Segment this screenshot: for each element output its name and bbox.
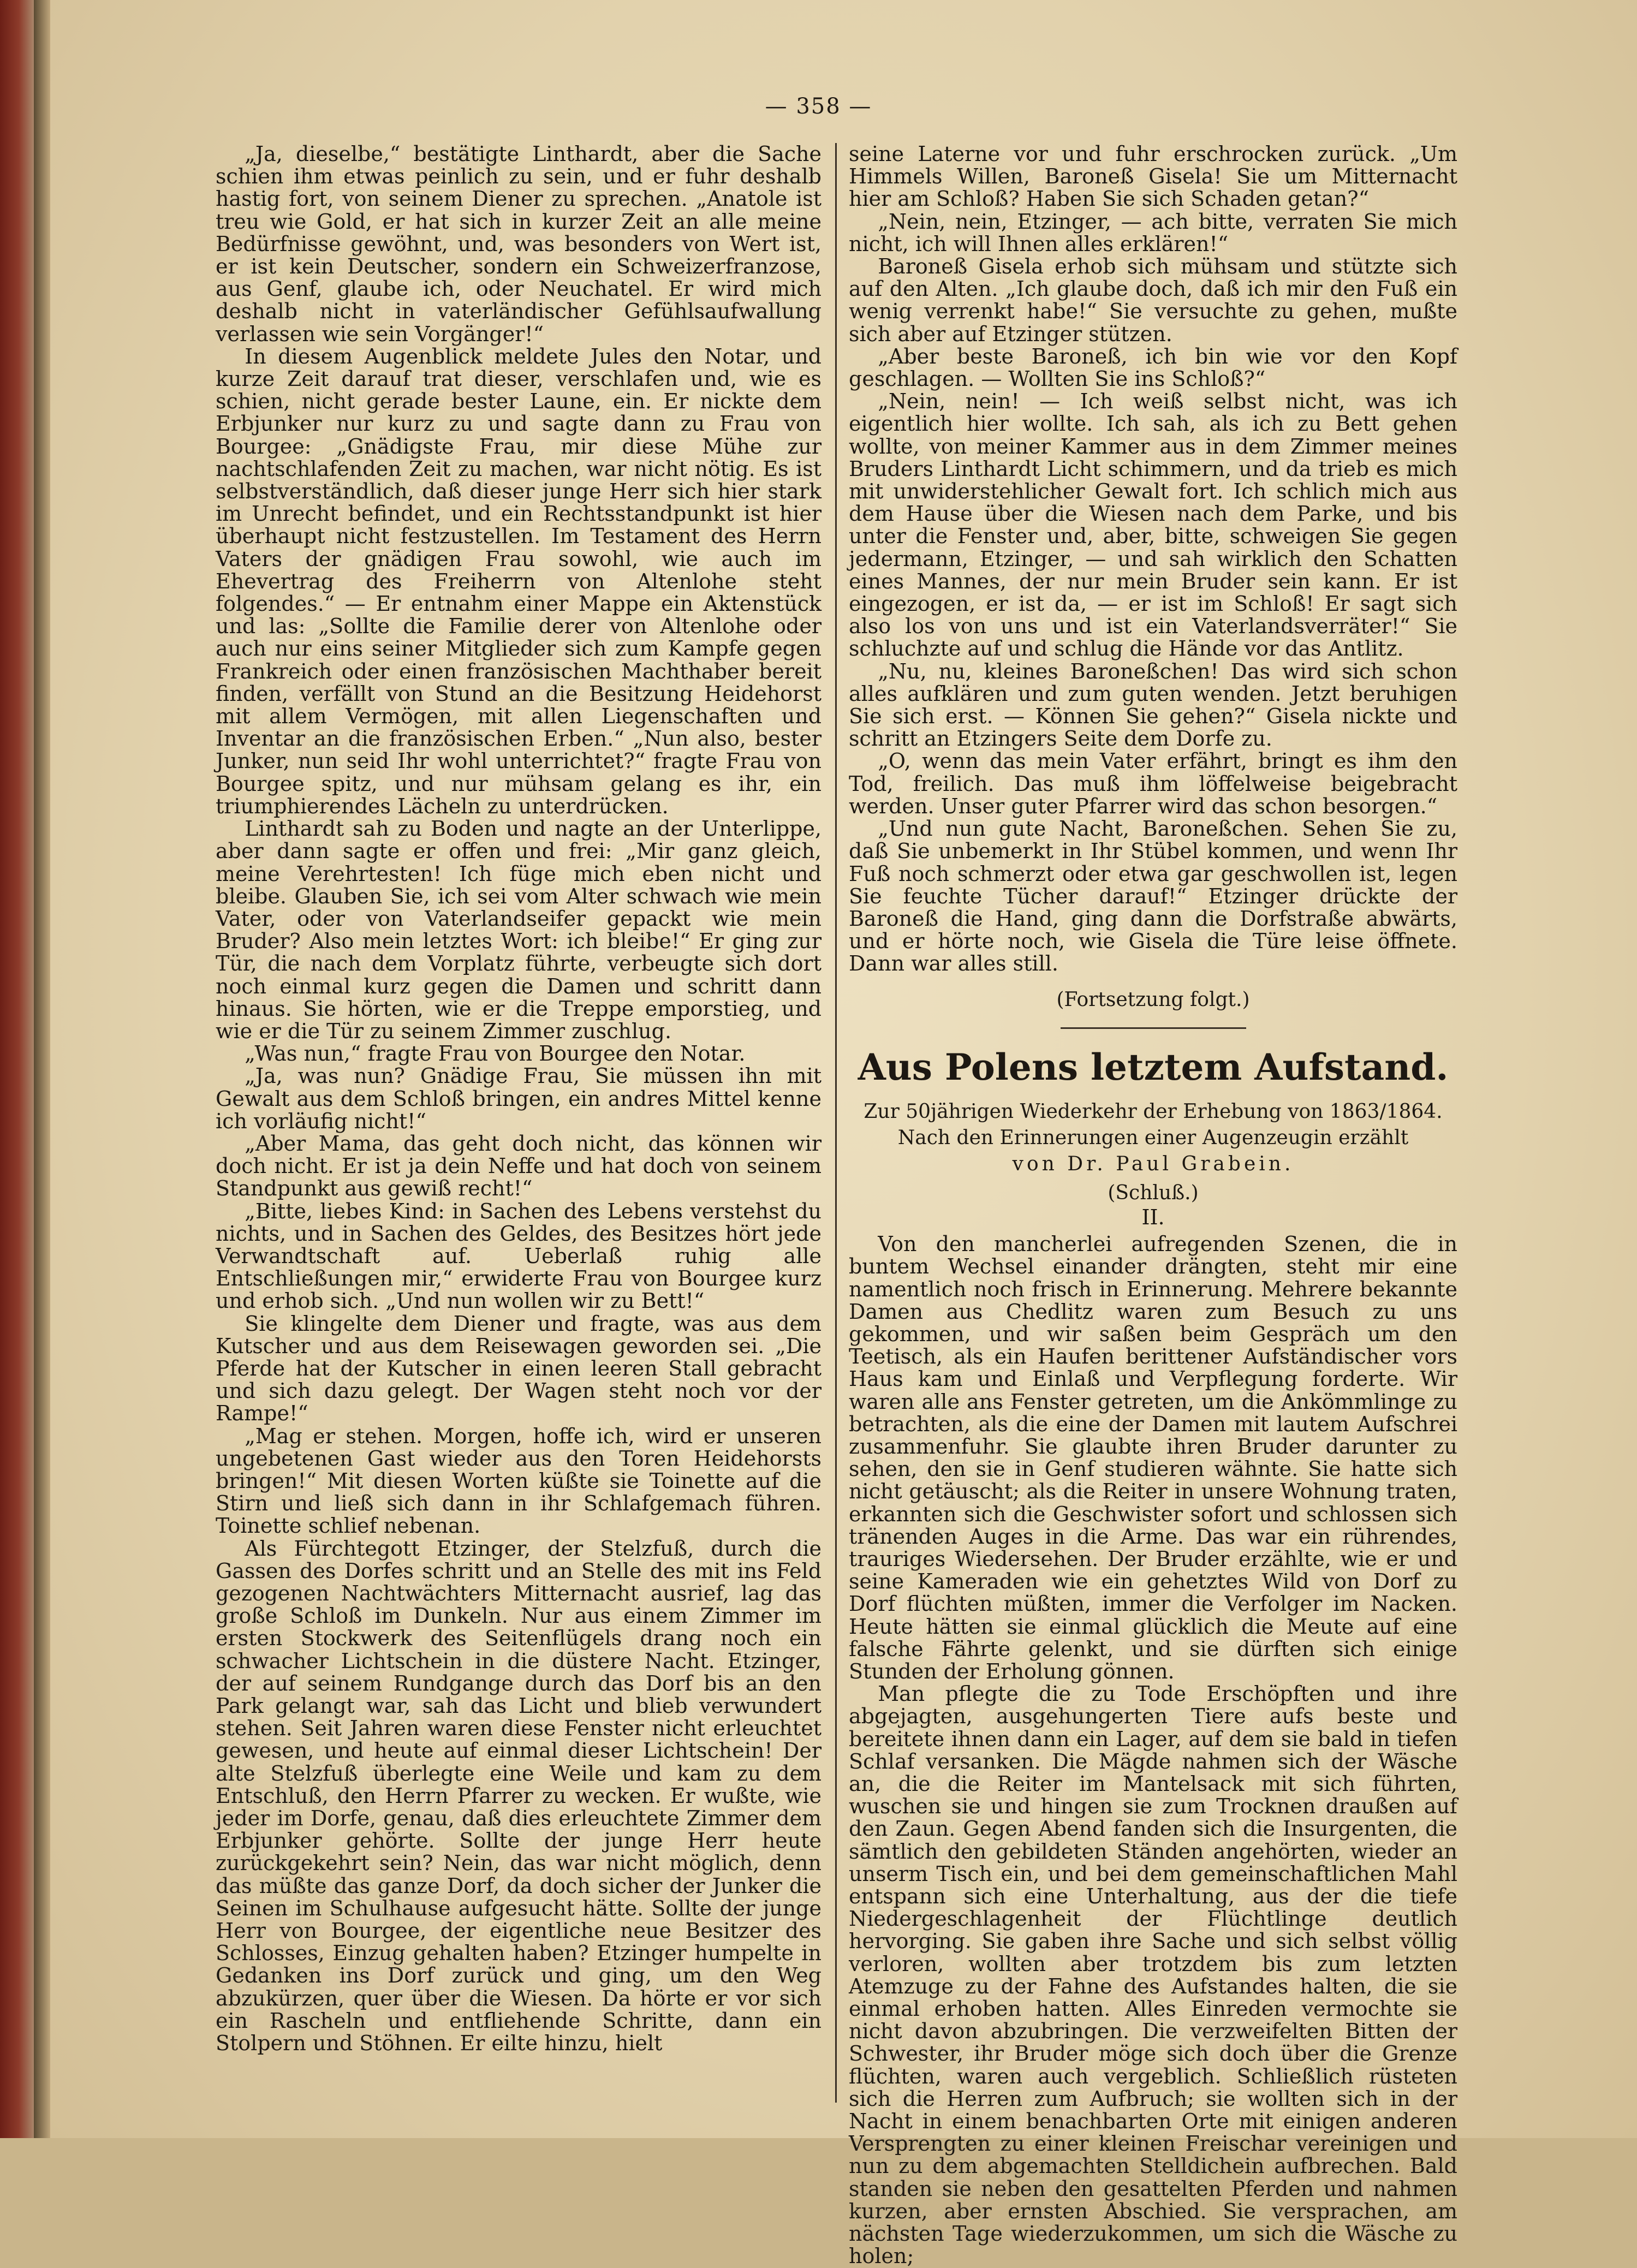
paragraph: „Nu, nu, kleines Baroneßchen! Das wird sich schon alles aufklären und zum guten wenden. Jetzt beruhigen Sie sich erst. — Können Sie gehen?“ Gisela nickte und schritt an Etzingers Seite dem Dorfe zu. [849, 659, 1457, 751]
paragraph: „Nein, nein, Etzinger, — ach bitte, verraten Sie mich nicht, ich will Ihnen alles erklären!“ [849, 209, 1457, 256]
article-title: Aus Polens letztem Aufstand. [858, 1045, 1449, 1088]
article-conclusion-label: (Schluß.) [1108, 1181, 1199, 1204]
paragraph: „Mag er stehen. Morgen, hoffe ich, wird er unseren ungebetenen Gast wieder aus den Toren Heidehorsts bringen!“ Mit diesen Worten küßte sie Toinette auf die Stirn und ließ sich dann in ihr Schlafgemach führen. Toinette schlief nebenan. [216, 1424, 822, 1538]
left-column [216, 143, 822, 2119]
page-number: — 358 — [765, 94, 872, 119]
paragraph: Baroneß Gisela erhob sich mühsam und stützte sich auf den Alten. „Ich glaube doch, daß ich mir den Fuß ein wenig verrenkt habe!“ Sie versuchte zu gehen, mußte sich aber auf Etzinger stützen. [849, 254, 1457, 346]
paragraph: Sie klingelte dem Diener und fragte, was aus dem Kutscher und aus dem Reisewagen geworden sei. „Die Pferde hat der Kutscher in einen leeren Stall gebracht und sich dazu gelegt. Der Wagen steht noch vor der Rampe!“ [216, 1311, 822, 1426]
paragraph: „Ja, dieselbe,“ bestätigte Linthardt, aber die Sache schien ihm etwas peinlich zu sein, und er fuhr deshalb hastig fort, von seinem Diener zu sprechen. „Anatole ist treu wie Gold, er hat sich in kurzer Zeit an alle meine Bedürfnisse gewöhnt, und, was besonders von Wert ist, er ist kein Deutscher, sondern ein Schweizerfranzose, aus Genf, glaube ich, oder Neuchatel. Er wird mich deshalb nicht in vaterländischer Gefühlsaufwallung verlassen wie sein Vorgänger!“ [216, 142, 822, 346]
book-binding [0, 0, 34, 2138]
paragraph: „Aber beste Baroneß, ich bin wie vor den Kopf geschlagen. — Wollten Sie ins Schloß?“ [849, 344, 1457, 391]
paragraph: Man pflegte die zu Tode Erschöpften und ihre abgejagten, ausgehungerten Tiere aufs beste und bereitete ihnen dann ein Lager, auf dem sie bald in tiefen Schlaf versanken. Die Mägde nahmen sich der Wäsche an, die die Reiter im Mantelsack mit sich führten, wuschen sie und hingen sie zum Trocknen draußen auf den Zaun. Gegen Abend fanden sich die Insurgenten, die sämtlich den gebildeten Ständen angehörten, wieder an unserm Tisch ein, und bei dem gemeinschaftlichen Mahl entspann sich eine Unterhaltung, aus der die tiefe Niedergeschlagenheit der Flüchtlinge deutlich hervorging. Sie gaben ihre Sache und sich selbst völlig verloren, wollten aber trotzdem bis zum letzten Atemzuge zu der Fahne des Aufstandes halten, die sie einmal erhoben hatten. Alles Einreden vermochte sie nicht davon abzubringen. Die verzweifelten Bitten der Schwester, ihr Bruder möge sich doch über die Grenze flüchten, waren auch vergeblich. Schließlich rüsteten sich die Herren zum Aufbruch; sie wollten sich in der Nacht in einem benachbarten Orte mit einigen anderen Versprengten zu einer kleinen Freischar vereinigen und nun zu dem abgemachten Stelldichein aufbrechen. Bald standen sie neben den gesattelten Pferden und nahmen kurzen, aber ernsten Abschied. Sie versprachen, am nächsten Tage wiederzukommen, um sich die Wäsche zu holen; [849, 1682, 1457, 2268]
column-rule [835, 143, 837, 2103]
paragraph: „Aber Mama, das geht doch nicht, das können wir doch nicht. Er ist ja dein Neffe und hat doch von seinem Standpunkt aus gewiß recht!“ [216, 1131, 822, 1201]
paragraph: „O, wenn das mein Vater erfährt, bringt es ihm den Tod, freilich. Das muß ihm löffelweise beigebracht werden. Unser guter Pfarrer wird das schon besorgen.“ [849, 749, 1457, 818]
paragraph: „Nein, nein! — Ich weiß selbst nicht, was ich eigentlich hier wollte. Ich sah, als ich zu Bett gehen wollte, von meiner Kammer aus in dem Zimmer meines Bruders Linthardt Licht schimmern, und da trieb es mich mit unwiderstehlicher Gewalt fort. Ich schlich mich aus dem Hause über die Wiesen nach dem Parke, und bis unter die Fenster und, aber, bitte, schweigen Sie gegen jedermann, Etzinger, — und sah wirklich den Schatten eines Mannes, der nur mein Bruder sein kann. Er ist eingezogen, er ist da, — er ist im Schloß! Er sagt sich also los von uns und ist ein Vaterlandsverräter!“ Sie schluchzte auf und schlug die Hände vor das Antlitz. [849, 389, 1457, 661]
paragraph: „Bitte, liebes Kind: in Sachen des Lebens verstehst du nichts, und in Sachen des Geldes, des Besitzes hört jede Verwandtschaft auf. Ueberlaß ruhig alle Entschließungen mir,“ erwiderte Frau von Bourgee kurz und erhob sich. „Und nun wollen wir zu Bett!“ [216, 1199, 822, 1313]
paragraph: „Ja, was nun? Gnädige Frau, Sie müssen ihn mit Gewalt aus dem Schloß bringen, ein andres Mittel kenne ich vorläufig nicht!“ [216, 1064, 822, 1133]
paragraph: Linthardt sah zu Boden und nagte an der Unterlippe, aber dann sagte er offen und frei: „Mir ganz gleich, meine Verehrtesten! Ich füge mich eben nicht und bleibe. Glauben Sie, ich sei vom Alter schwach wie mein Vater, oder von Vaterlandseifer gepackt wie mein Bruder? Also mein letztes Wort: ich bleibe!“ Er ging zur Tür, die nach dem Vorplatz führte, verbeugte sich dort noch einmal kurz gegen die Damen und schritt dann hinaus. Sie hörten, wie er die Treppe emporstieg, und wie er die Tür zu seinem Zimmer zuschlug. [216, 817, 822, 1043]
section-rule [1061, 1027, 1246, 1029]
paragraph: „Was nun,“ fragte Frau von Bourgee den Notar. [245, 1041, 746, 1066]
paragraph: Als Fürchtegott Etzinger, der Stelzfuß, durch die Gassen des Dorfes schritt und an Stelle des mit ins Feld gezogenen Nachtwächters Mitternacht ausrief, lag das große Schloß im Dunkeln. Nur aus einem Zimmer im ersten Stockwerk des Seitenflügels drang noch ein schwacher Lichtschein in die düstere Nacht. Etzinger, der auf seinem Rundgange durch das Dorf bis an den Park gelangt war, sah das Licht und blieb verwundert stehen. Seit Jahren waren diese Fenster nicht erleuchtet gewesen, und heute auf einmal dieser Lichtschein! Der alte Stelzfuß überlegte eine Weile und kam zu dem Entschluß, den Herrn Pfarrer zu wecken. Er wußte, wie jeder im Dorfe, genau, daß dies erleuchtete Zimmer dem Erbjunker gehörte. Sollte der junge Herr heute zurückgekehrt sein? Nein, das war nicht möglich, denn das müßte das ganze Dorf, da doch sicher der Junker die Seinen im Schulhause aufgesucht hätte. Sollte der junge Herr von Bourgee, der eigentliche neue Besitzer des Schlosses, Einzug gehalten haben? Etzinger humpelte in Gedanken ins Dorf zurück und ging, um den Weg abzukürzen, quer über die Wiesen. Da hörte er vor sich ein Rascheln und entfliehende Schritte, dann ein Stolpern und Stöhnen. Er eilte hinzu, hielt [216, 1536, 822, 2056]
binding-shadow [34, 0, 50, 2138]
article-byline: Nach den Erinnerungen einer Augenzeugin erzählt [897, 1126, 1409, 1149]
paragraph: „Und nun gute Nacht, Baroneßchen. Sehen Sie zu, daß Sie unbemerkt in Ihr Stübel kommen, und wenn Ihr Fuß noch schmerzt oder etwa gar geschwollen ist, legen Sie feuchte Tücher darauf!“ Etzinger drückte der Baroneß die Hand, ging dann die Dorfstraße abwärts, und er hörte noch, wie Gisela die Türe leise öffnete. Dann war alles still. [849, 817, 1457, 976]
section-number: II. [1141, 1205, 1165, 1229]
article-subtitle: Zur 50jährigen Wiederkehr der Erhebung von 1863/1864. [864, 1100, 1443, 1123]
paragraph: Von den mancherlei aufregenden Szenen, die in buntem Wechsel einander drängten, steht mir eine namentlich noch frisch in Erinnerung. Mehrere bekannte Damen aus Chedlitz waren zum Besuch zu uns gekommen, und wir saßen beim Gespräch um den Teetisch, als ein Haufen berittener Aufständischer vors Haus kam und Einlaß und Verpflegung forderte. Wir waren alle ans Fenster getreten, um die Ankömmlinge zu betrachten, als die eine der Damen mit lautem Aufschrei zusammenfuhr. Sie glaubte ihren Bruder darunter zu sehen, den sie in Genf studieren wähnte. Sie hatte sich nicht getäuscht; als die Reiter in unsere Wohnung traten, erkannten sich die Geschwister sofort und schlossen sich tränenden Auges in die Arme. Das war ein rührendes, trauriges Wiedersehen. Der Bruder erzählte, wie er und seine Kameraden wie ein gehetztes Wild von Dorf zu Dorf flüchten müßten, immer die Verfolger im Nacken. Heute hätten sie einmal glücklich die Meute auf eine falsche Fährte gelenkt, und sie dürften sich einige Stunden der Erholung gönnen. [849, 1232, 1457, 1683]
right-column [849, 142, 1457, 2268]
continuation-note: (Fortsetzung folgt.) [1056, 988, 1250, 1011]
paragraph: seine Laterne vor und fuhr erschrocken zurück. „Um Himmels Willen, Baroneß Gisela! Sie um Mitternacht hier am Schloß? Haben Sie sich Schaden getan?“ [849, 142, 1457, 211]
article-author: von Dr. Paul Grabein. [1012, 1152, 1294, 1175]
paragraph: In diesem Augenblick meldete Jules den Notar, und kurze Zeit darauf trat dieser, verschlafen und, wie es schien, nicht gerade bester Laune, ein. Er nickte dem Erbjunker nur kurz zu und sagte dann zu Frau von Bourgee: „Gnädigste Frau, mir diese Mühe zur nachtschlafenden Zeit zu machen, war nicht nötig. Es ist selbstverständlich, daß dieser junge Herr sich hier stark im Unrecht befindet, und ein Rechtsstandpunkt ist hier überhaupt nicht festzustellen. Im Testament des Herrn Vaters der gnädigen Frau sowohl, wie auch im Ehevertrag des Freiherrn von Altenlohe steht folgendes.“ — Er entnahm einer Mappe ein Aktenstück und las: „Sollte die Familie derer von Altenlohe oder auch nur eins seiner Mitglieder sich zum Kampfe gegen Frankreich oder einen französischen Machthaber bereit finden, verfällt von Stund an die Besitzung Heidehorst mit allem Vermögen, mit allen Liegenschaften und Inventar an die französischen Erben.“ „Nun also, bester Junker, nun seid Ihr wohl unterrichtet?“ fragte Frau von Bourgee spitz, und nur mühsam gelang es ihr, ein triumphierendes Lächeln zu unterdrücken. [216, 344, 822, 818]
